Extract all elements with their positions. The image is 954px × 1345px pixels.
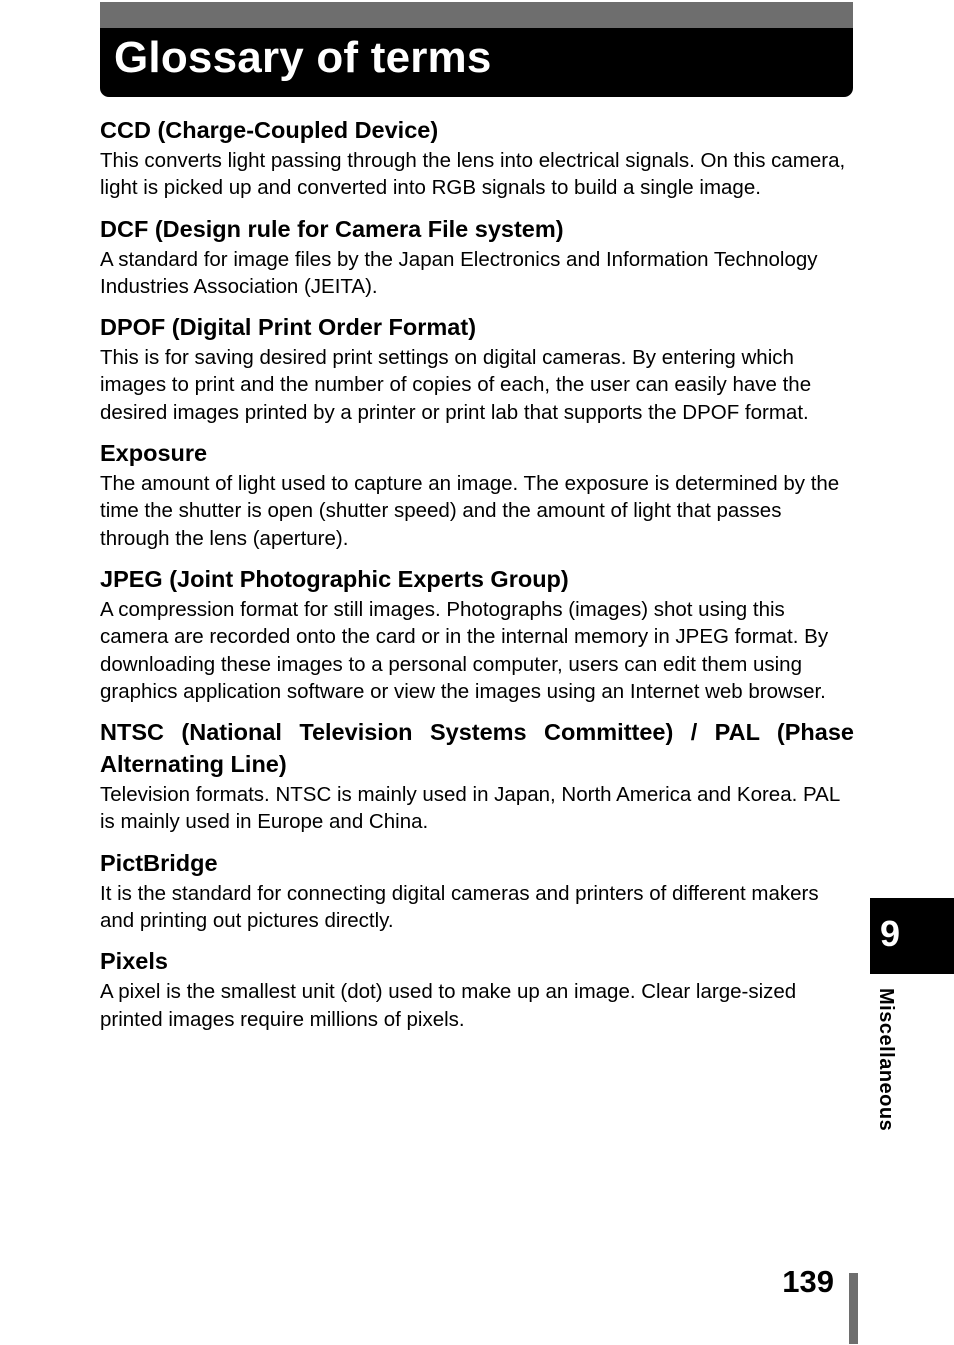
- chapter-number: 9: [880, 913, 901, 954]
- glossary-definition: This converts light passing through the lens into electrical signals. On this camera, light is picked up and converted into RGB signals to build a single image.: [100, 149, 846, 200]
- glossary-entry-ntsc-pal: [100, 716, 854, 836]
- page-title: Glossary of terms: [114, 33, 492, 82]
- glossary-entry-exposure: [100, 437, 854, 552]
- glossary-entry-pictbridge: [100, 847, 854, 935]
- page-title-banner: [100, 2, 853, 97]
- chapter-label: [874, 988, 898, 1158]
- glossary-term: JPEG (Joint Photographic Experts Group): [100, 565, 569, 592]
- chapter-label-text: Miscellaneous: [875, 988, 897, 1132]
- page-number: 139: [782, 1264, 834, 1299]
- glossary-definition: It is the standard for connecting digital cameras and printers of different makers and printing out pictures directly.: [100, 881, 819, 933]
- glossary-term: CCD (Charge-Coupled Device): [100, 117, 439, 143]
- glossary-list: [100, 114, 854, 1044]
- glossary-term: DPOF (Digital Print Order Format): [100, 314, 477, 341]
- title-top-strip: [100, 2, 853, 28]
- glossary-entry-ccd: [100, 114, 854, 202]
- glossary-entry-pixels: [100, 945, 854, 1033]
- glossary-entry-jpeg: [100, 563, 854, 705]
- glossary-term: NTSC (National Television Systems Committee) / PAL (Phase Alternating Line): [100, 719, 854, 778]
- glossary-definition: This is for saving desired print settings on digital cameras. By entering which images to print and the number of copies of each, the user can easily have the desired images printed by a printer or print lab that supports the DPOF format.: [100, 346, 812, 424]
- glossary-definition: A pixel is the smallest unit (dot) used to make up an image. Clear large-sized printed images require millions of pixels.: [100, 980, 797, 1031]
- glossary-term: Exposure: [100, 440, 208, 467]
- chapter-tab: [870, 898, 954, 974]
- glossary-entry-dcf: [100, 213, 854, 301]
- glossary-definition: A standard for image files by the Japan Electronics and Information Technology Industries Association (JEITA).: [100, 247, 818, 298]
- page-number-bar: [849, 1273, 858, 1344]
- glossary-term: Pixels: [100, 948, 168, 975]
- glossary-definition: A compression format for still images. Photographs (images) shot using this camera are recorded onto the card or in the internal memory in JPEG format. By downloading these images to a personal computer, users can edit them using graphics application software or view the images using an Internet web browser.: [100, 597, 829, 703]
- glossary-entry-dpof: [100, 311, 854, 426]
- glossary-definition: Television formats. NTSC is mainly used in Japan, North America and Korea. PAL is mainly used in Europe and China.: [100, 783, 840, 834]
- glossary-definition: The amount of light used to capture an image. The exposure is determined by the time the shutter is open (shutter speed) and the amount of light that passes through the lens (aperture).: [100, 472, 840, 550]
- glossary-term: DCF (Design rule for Camera File system): [100, 215, 564, 242]
- glossary-term: PictBridge: [100, 849, 218, 876]
